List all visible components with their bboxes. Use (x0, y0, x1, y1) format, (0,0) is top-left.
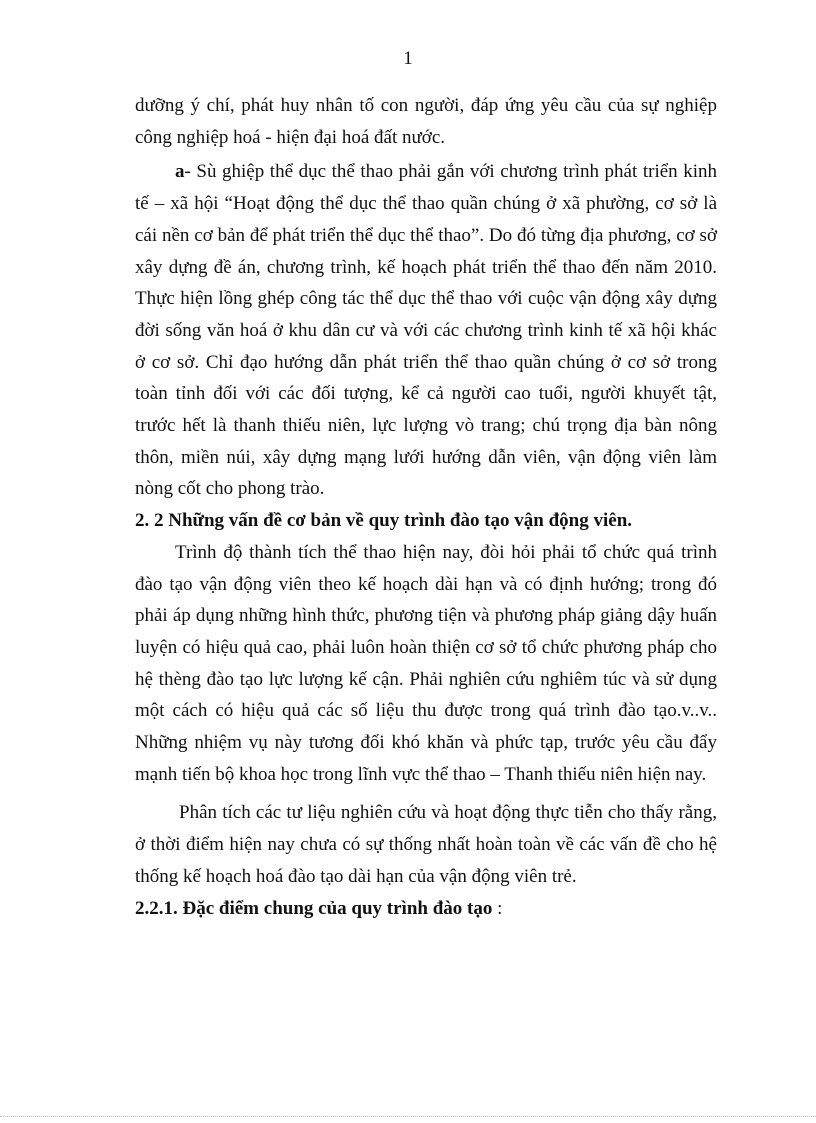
section-heading-2-2-1 (135, 893, 717, 925)
page-number: 1 (403, 48, 413, 69)
paragraph-training-level: Trình độ thành tích thể thao hiện nay, đòi hỏi phải tổ chức quá trình đào tạo vận động viên theo kế hoạch dài hạn và có định hướng; trong đó phải áp dụng những hình thức, phương tiện và phương pháp giảng dậy huấn luyện có hiệu quả cao, phải luôn hoàn thiện cơ sở tổ chức phương pháp cho hệ thèng đào tạo lực lượng kế cận. Phải nghiên cứu nghiêm túc và sử dụng một cách có hiệu quả các số liệu thu được trong quá trình đào tạo.v..v.. Những nhiệm vụ này tương đối khó khăn và phức tạp, trước yêu cầu đẩy mạnh tiến bộ khoa học trong lĩnh vực thể thao – Thanh thiếu niên hiện nay. (135, 541, 717, 785)
section-heading-2-2 (135, 505, 717, 537)
section-heading-2-2-text: 2. 2 Những vấn đề cơ bản về quy trình đào tạo vận động viên (135, 510, 628, 532)
paragraph-analysis: Phân tích các tư liệu nghiên cứu và hoạt động thực tiễn cho thấy rằng, ở thời điểm hiện nay chưa có sự thống nhất hoàn toàn về các vấn đề cho hệ thống kế hoạch hoá đào tạo dài hạn của vận động viên trẻ. (135, 802, 717, 887)
page-bottom-rule (0, 1116, 816, 1118)
point-a-label: a (175, 161, 185, 183)
paragraph-continuation: dưỡng ý chí, phát huy nhân tố con người, đáp ứng yêu cầu của sự nghiệp công nghiệp hoá - hiện đại hoá đất nước. (135, 95, 717, 148)
section-heading-2-2-tail: . (627, 510, 633, 532)
section-heading-2-2-1-tail: : (492, 897, 503, 919)
section-heading-2-2-1-text: 2.2.1. Đặc điểm chung của quy trình đào tạo (135, 897, 493, 919)
paragraph-point-a (135, 156, 717, 505)
point-a-text: - Sù ghiệp thể dục thể thao phải gắn với chương trình phát triển kinh tế – xã hội “Hoạt động thể dục thể thao quần chúng ở xã phường, cơ sở là cái nền cơ bản để phát triển thể dục thể thao”. Do đó từng địa phương, cơ sở xây dựng đề án, chương trình, kế hoạch phát triển thể thao đến năm 2010. Thực hiện lồng ghép công tác thể dục thể thao với cuộc vận động xây dựng đời sống văn hoá ở khu dân cư và với các chương trình kinh tế xã hội khác ở cơ sở. Chỉ đạo hướng dẫn phát triển thể thao quần chúng ở cơ sở trong toàn tỉnh đối với các đối tượng, kể cả người cao tuổi, người khuyết tật, trước hết là thanh thiếu niên, lực lượng vò trang; chú trọng địa bàn nông thôn, miền núi, xây dựng mạng lưới hướng dẫn viên, vận động viên làm nòng cốt cho phong trào. (135, 161, 717, 500)
document-body (135, 90, 717, 924)
